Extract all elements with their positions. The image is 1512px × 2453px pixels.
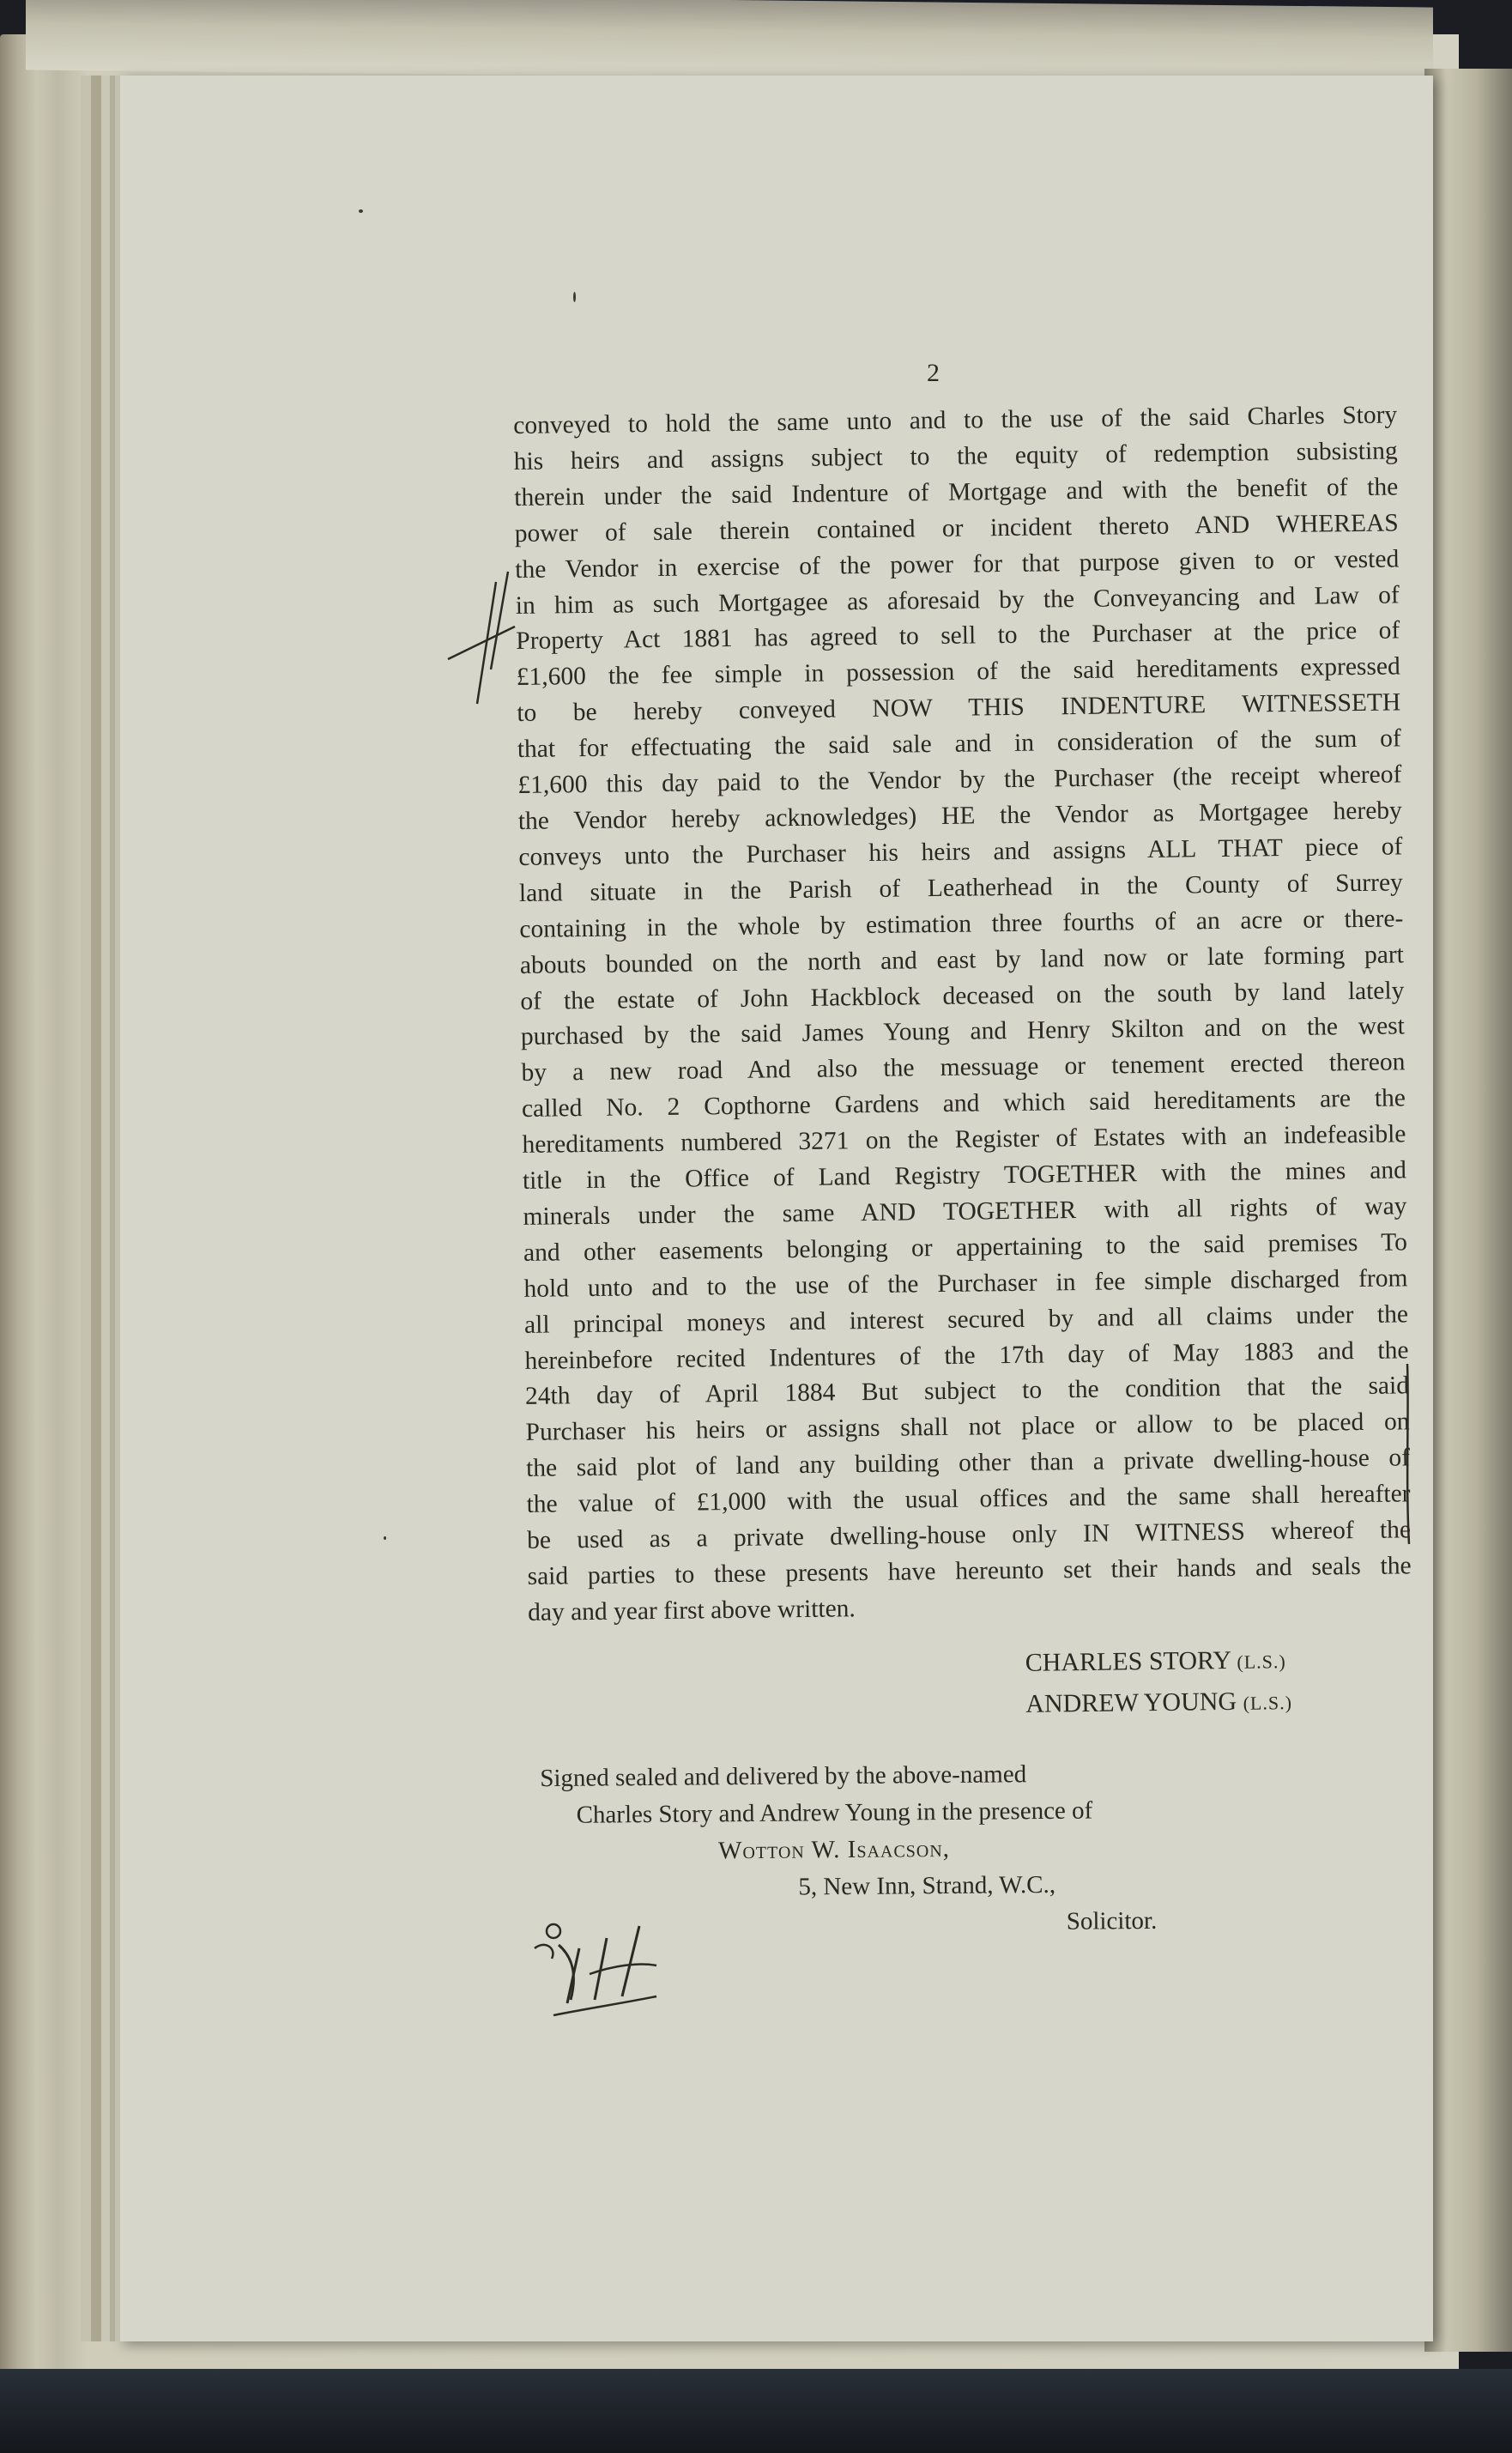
paper-speck — [384, 1536, 386, 1540]
body-line: all principal moneys and interest secured by and all claims under the — [523, 1299, 1409, 1339]
body-line: title in the Office of Land Registry TOGETHER with the mines and — [522, 1156, 1407, 1195]
body-line: £1,600 this day paid to the Vendor by the Purchaser (the receipt whereof — [517, 760, 1402, 800]
witness-address: 5, New Inn, Strand, W.C., — [798, 1870, 1056, 1901]
seal-mark: (L.S.) — [1243, 1692, 1293, 1714]
body-line: £1,600 the fee simple in possession of the said hereditaments expressed — [516, 652, 1400, 692]
signatory-name: ANDREW YOUNG — [1025, 1687, 1237, 1718]
body-line: the value of £1,000 with the usual offices and the same shall hereafter — [526, 1480, 1411, 1519]
background-bottom — [0, 2369, 1512, 2453]
body-line: and other easements belonging or appertaining to the said premises To — [523, 1228, 1408, 1267]
body-line: said parties to these presents have hereunto set their hands and seals the — [527, 1552, 1412, 1590]
body-line: in him as such Mortgagee as aforesaid by the Conveyancing and Law of — [515, 580, 1400, 620]
body-line: land situate in the Parish of Leatherhead in the County of Surrey — [518, 869, 1404, 907]
body-line: called No. 2 Copthorne Gardens and which said hereditaments are the — [521, 1084, 1406, 1124]
body-line: conveyed to hold the same unto and to the use of the said Charles Story — [513, 401, 1398, 439]
margin-cross-mark — [446, 566, 523, 712]
body-line: power of sale therein contained or incident thereto AND WHEREAS — [514, 509, 1399, 548]
body-line: purchased by the said James Young and Henry Skilton and on the west — [520, 1012, 1406, 1051]
body-line: of the estate of John Hackblock deceased on the south by land lately — [520, 976, 1405, 1015]
body-line: abouts bounded on the north and east by land now or late forming part — [519, 940, 1405, 979]
body-line: his heirs and assigns subject to the equity of redemption subsisting — [513, 437, 1398, 475]
body-line: hereditaments numbered 3271 on the Register of Estates with an indefeasible — [522, 1120, 1406, 1160]
body-line: 24th day of April 1884 But subject to the condition that the said — [524, 1372, 1410, 1411]
body-line: Purchaser his heirs or assigns shall not place or allow to be placed on — [525, 1408, 1410, 1447]
body-line: therein under the said Indenture of Mortgage and with the benefit of the — [514, 473, 1399, 512]
body-line: day and year first above written. — [527, 1595, 856, 1626]
deed-body-text — [513, 397, 1412, 1631]
body-line: by a new road And also the messuage or tenement erected thereon — [521, 1048, 1406, 1087]
body-line: to be hereby conveyed NOW THIS INDENTURE WITNESSETH — [517, 688, 1401, 728]
body-line: the Vendor in exercise of the power for that purpose given to or vested — [515, 545, 1400, 584]
handwritten-initials — [528, 1914, 682, 2026]
page-number: 2 — [927, 359, 940, 387]
body-line: the said plot of land any building other than a private dwelling-house of — [525, 1444, 1411, 1483]
right-page-edge — [1424, 69, 1512, 2352]
body-line: hold unto and to the use of the Purchaser in fee simple discharged from — [523, 1264, 1408, 1303]
body-line: containing in the whole by estimation three fourths of an acre or there- — [519, 905, 1404, 943]
witness-role: Solicitor. — [1066, 1906, 1158, 1935]
seal-mark: (L.S.) — [1237, 1650, 1286, 1673]
top-sheet-edge — [26, 0, 1433, 85]
signatory-name: CHARLES STORY — [1025, 1645, 1231, 1677]
paper-speck — [573, 292, 576, 302]
body-line: that for effectuating the said sale and in consideration of the sum of — [517, 724, 1401, 764]
paper-speck — [359, 209, 363, 213]
attestation-line-1: Signed sealed and delivered by the above-named — [540, 1760, 1027, 1793]
signatories-block — [1025, 1640, 1292, 1726]
body-line: hereinbefore recited Indentures of the 17th day of May 1883 and the — [524, 1336, 1409, 1375]
margin-vertical-bar — [1404, 1360, 1414, 1549]
body-line: conveys unto the Purchaser his heirs and assigns ALL THAT piece of — [518, 833, 1403, 871]
witness-name: Wotton W. Isaacson, — [717, 1834, 951, 1865]
body-line: the Vendor hereby acknowledges) HE the Vendor as Mortgagee hereby — [517, 796, 1402, 835]
body-line: minerals under the same AND TOGETHER with all rights of way — [523, 1192, 1407, 1231]
signatory-row — [1025, 1640, 1291, 1685]
body-line: Property Act 1881 has agreed to sell to the Purchaser at the price of — [516, 616, 1400, 656]
signatory-row — [1025, 1681, 1292, 1726]
body-line: be used as a private dwelling-house only IN WITNESS whereof the — [526, 1516, 1412, 1554]
attestation-line-2: Charles Story and Andrew Young in the presence of — [576, 1796, 1093, 1829]
